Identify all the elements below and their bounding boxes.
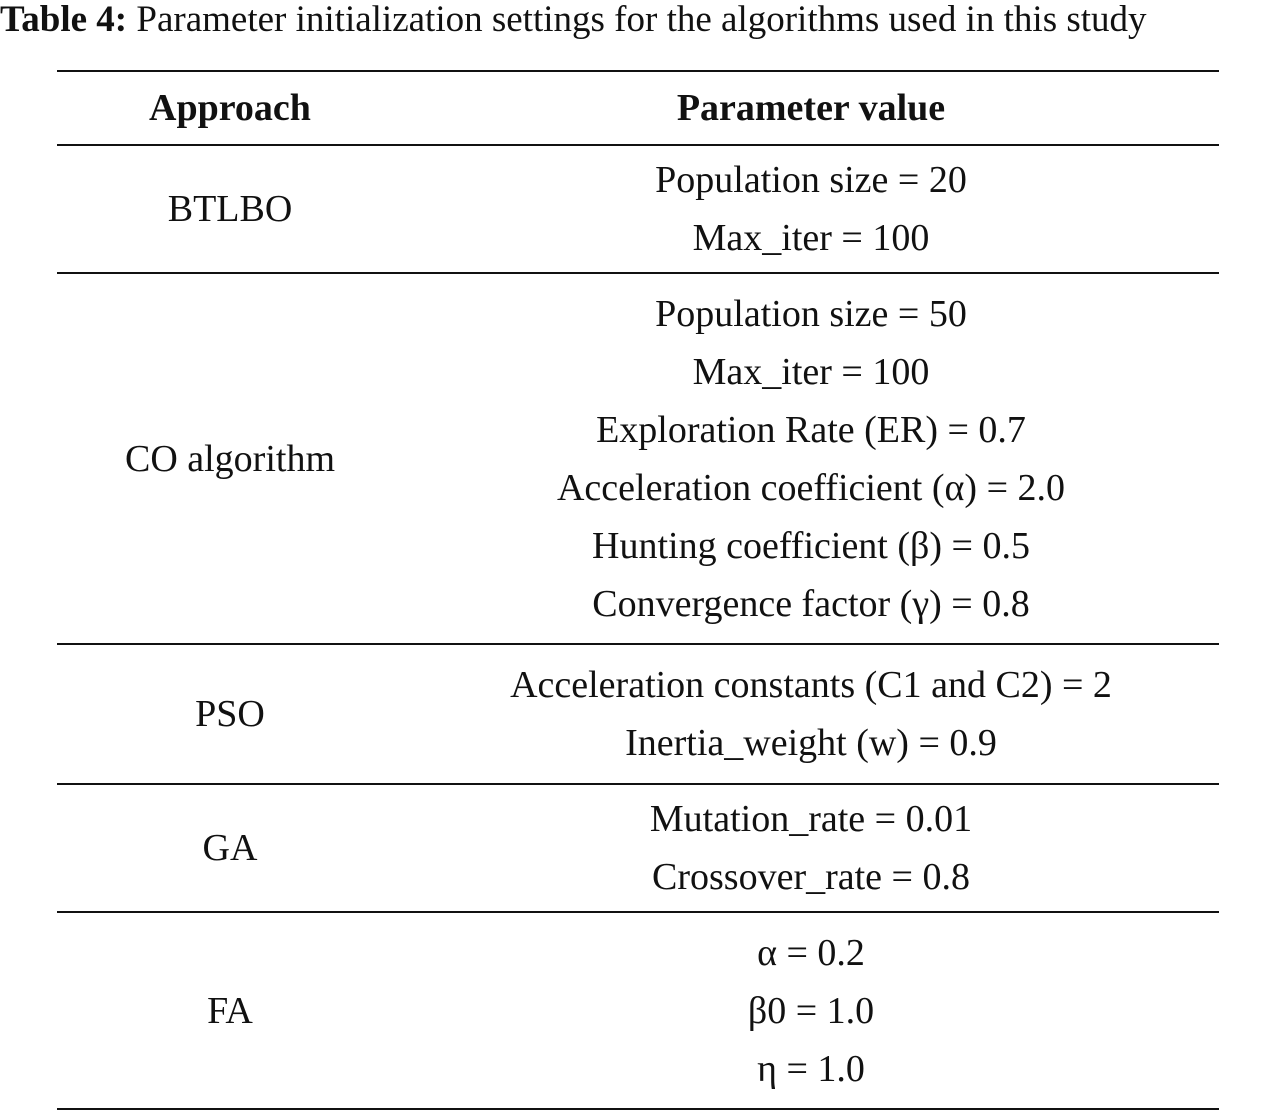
param-line: Acceleration coefficient (α) = 2.0 bbox=[556, 466, 1065, 509]
header-parameter-label: Parameter value bbox=[676, 87, 946, 129]
param-line: Population size = 50 bbox=[655, 292, 967, 335]
param-line: α = 0.2 bbox=[757, 931, 865, 974]
param-line: Mutation_rate = 0.01 bbox=[649, 798, 973, 840]
param-line: Inertia_weight (w) = 0.9 bbox=[625, 722, 997, 764]
row-params-co bbox=[403, 274, 1219, 643]
row-params-ga bbox=[403, 785, 1219, 911]
param-line: Exploration Rate (ER) = 0.7 bbox=[596, 408, 1026, 451]
caption-text: Parameter initialization settings for the algorithms used in this study bbox=[127, 0, 1147, 40]
param-line: Max_iter = 100 bbox=[692, 217, 930, 259]
row-params-fa bbox=[403, 913, 1219, 1108]
row-approach-ga bbox=[57, 785, 403, 911]
row-approach-fa bbox=[57, 913, 403, 1108]
header-approach bbox=[57, 72, 403, 144]
param-line: β0 = 1.0 bbox=[747, 989, 875, 1032]
row-approach-co bbox=[57, 274, 403, 643]
approach-label: GA bbox=[202, 827, 258, 869]
param-line: η = 1.0 bbox=[757, 1047, 865, 1090]
table-caption bbox=[0, 0, 1278, 40]
row-params-pso bbox=[403, 645, 1219, 783]
param-line: Convergence factor (γ) = 0.8 bbox=[592, 582, 1030, 625]
caption-label: Table 4: bbox=[0, 0, 128, 40]
param-line: Crossover_rate = 0.8 bbox=[652, 856, 970, 898]
row-approach-btlbo bbox=[57, 146, 403, 272]
approach-label: CO algorithm bbox=[124, 437, 336, 480]
row-params-btlbo bbox=[403, 146, 1219, 272]
header-parameter-value bbox=[403, 72, 1219, 144]
approach-label: PSO bbox=[195, 693, 265, 735]
header-approach-label: Approach bbox=[149, 87, 311, 129]
approach-label: FA bbox=[207, 989, 253, 1032]
param-line: Population size = 20 bbox=[655, 159, 967, 201]
table-bottom-rule bbox=[57, 1108, 1219, 1110]
row-approach-pso bbox=[57, 645, 403, 783]
approach-label: BTLBO bbox=[167, 188, 293, 230]
param-line: Hunting coefficient (β) = 0.5 bbox=[592, 524, 1030, 567]
param-line: Max_iter = 100 bbox=[692, 350, 930, 393]
param-line: Acceleration constants (C1 and C2) = 2 bbox=[510, 664, 1112, 706]
